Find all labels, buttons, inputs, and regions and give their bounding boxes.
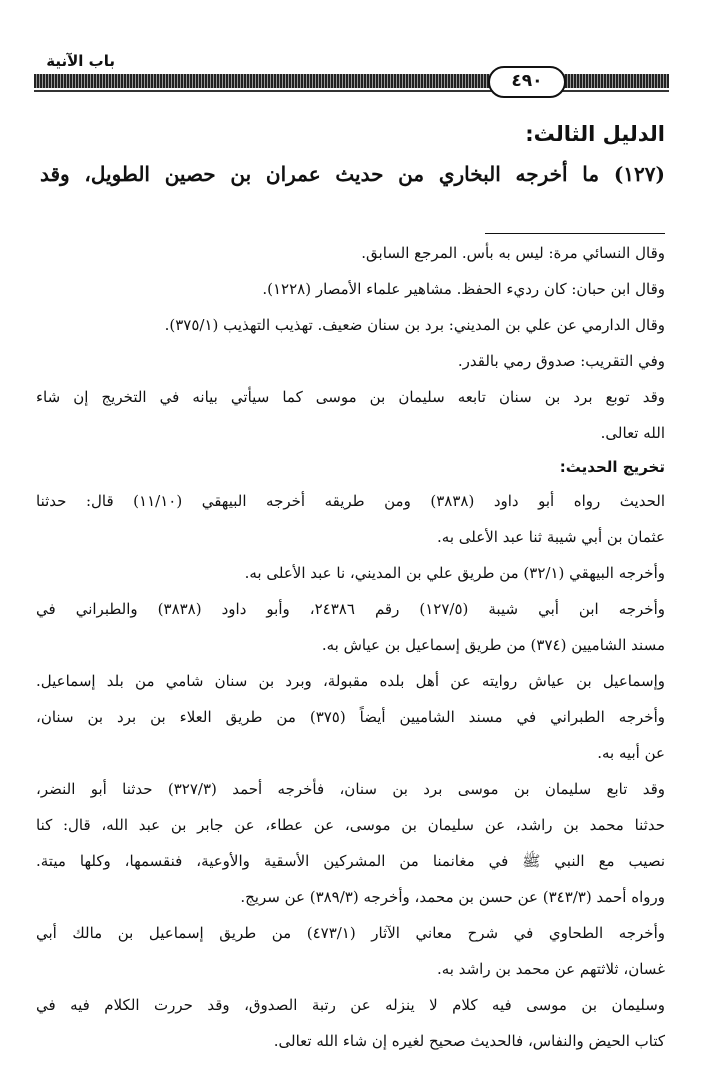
footnote-line: وقد تابع سليمان بن موسى برد بن سنان، فأخرجه أحمد (٣٢٧/٣) حدثنا أبو النضر، — [36, 780, 665, 798]
footnote-line: مسند الشاميين (٣٧٤) من طريق إسماعيل بن عياش به. — [321, 636, 665, 654]
footnote-line: نصيب مع النبي ﷺ في مغانمنا من المشركين الأسقية والأوعية، فنقسمها، وكلها ميتة. — [36, 852, 665, 870]
footnote-line: ورواه أحمد (٣٤٣/٣) عن حسن بن محمد، وأخرجه (٣٨٩/٣) عن سريج. — [240, 888, 665, 906]
footnote-line: وأخرجه الطبراني في مسند الشاميين أيضاً (٣٧٥) من طريق العلاء بن برد بن سنان، — [36, 708, 665, 726]
page-number: ٤٩٠ — [488, 66, 566, 98]
footnote-line: عن أبيه به. — [597, 744, 665, 762]
footnote-line: الله تعالى. — [600, 424, 665, 442]
footnote-line: وسليمان بن موسى فيه كلام لا ينزله عن رتبة الصدوق، وقد حررت الكلام فيه في — [36, 996, 665, 1014]
footnote-line: حدثنا محمد بن راشد، عن سليمان بن موسى، عن عطاء، عن جابر بن عبد الله، قال: كنا — [36, 816, 665, 834]
footnote-separator — [485, 233, 665, 234]
footnote-subheading: تخريج الحديث: — [559, 458, 665, 476]
footnote-line: وفي التقريب: صدوق رمي بالقدر. — [457, 352, 665, 370]
footnote-line: كتاب الحيض والنفاس، فالحديث صحيح لغيره إن شاء الله تعالى. — [273, 1032, 665, 1050]
header-rule-thin — [34, 90, 669, 92]
section-heading: الدليل الثالث: — [525, 122, 665, 146]
main-text-line: (١٢٧) ما أخرجه البخاري من حديث عمران بن حصين الطويل، وقد — [40, 162, 665, 186]
header-rule — [34, 74, 669, 88]
footnote-line: الحديث رواه أبو داود (٣٨٣٨) ومن طريقه أخرجه البيهقي (١١/١٠) قال: حدثنا — [36, 492, 666, 510]
footnote-line: وأخرجه الطحاوي في شرح معاني الآثار (٤٧٣/١) من طريق إسماعيل بن مالك أبي — [36, 924, 665, 942]
chapter-title: باب الآنية — [46, 52, 115, 70]
footnote-line: وأخرجه البيهقي (٣٢/١) من طريق علي بن المديني، نا عبد الأعلى به. — [244, 564, 665, 582]
footnote-line: عثمان بن أبي شيبة ثنا عبد الأعلى به. — [437, 528, 665, 546]
footnote-line: وإسماعيل بن عياش روايته عن أهل بلده مقبولة، وبرد بن سنان شامي من بلد إسماعيل. — [36, 672, 665, 690]
footnote-line: غسان، ثلاثتهم عن محمد بن راشد به. — [436, 960, 665, 978]
footnote-line: وقال ابن حبان: كان رديء الحفظ. مشاهير علماء الأمصار (١٢٢٨). — [262, 280, 665, 298]
footnote-line: وأخرجه ابن أبي شيبة (١٢٧/٥) رقم ٢٤٣٨٦، وأبو داود (٣٨٣٨) والطبراني في — [36, 600, 665, 618]
footnote-line: وقد توبع برد بن سنان تابعه سليمان بن موسى كما سيأتي بيانه في التخريج إن شاء — [36, 388, 665, 406]
footnote-line: وقال الدارمي عن علي بن المديني: برد بن سنان ضعيف. تهذيب التهذيب (٣٧٥/١). — [164, 316, 665, 334]
footnote-line: وقال النسائي مرة: ليس به بأس. المرجع السابق. — [361, 244, 665, 262]
